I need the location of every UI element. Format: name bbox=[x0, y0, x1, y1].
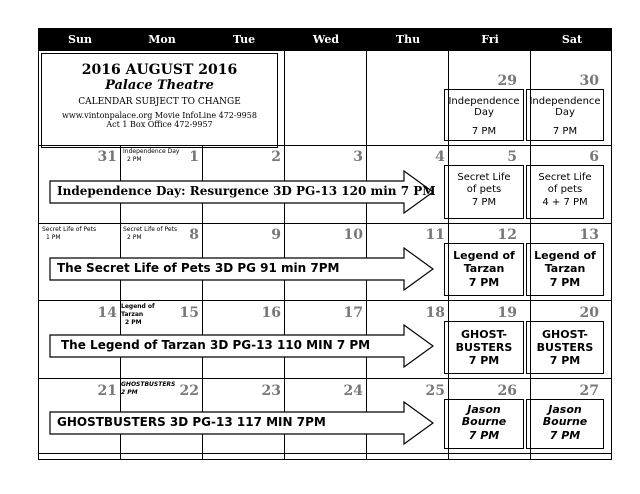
date-17: 17 bbox=[343, 305, 363, 321]
grid-line bbox=[39, 378, 611, 379]
date-20: 20 bbox=[579, 305, 599, 321]
day-thu: Thu bbox=[395, 33, 421, 46]
date-18: 18 bbox=[425, 305, 445, 321]
matinee-note: GHOSTBUSTERS 2 PM bbox=[121, 381, 176, 396]
calendar bbox=[38, 28, 612, 460]
arrow-label: The Secret Life of Pets 3D PG 91 min 7PM bbox=[57, 261, 340, 275]
matinee-note: Independence Day 2 PM bbox=[123, 148, 180, 163]
date-22: 22 bbox=[179, 383, 199, 399]
date-19: 19 bbox=[497, 305, 517, 321]
grid-line bbox=[39, 300, 611, 301]
date-14: 14 bbox=[97, 305, 117, 321]
movie-arrow-legend-of-tarzan bbox=[49, 324, 434, 368]
date-11: 11 bbox=[425, 227, 445, 243]
date-2: 2 bbox=[271, 149, 281, 165]
matinee-note: Secret Life of Pets 2 PM bbox=[123, 226, 178, 241]
date-27: 27 bbox=[579, 383, 599, 399]
day-sat: Sat bbox=[561, 33, 583, 46]
website-infoline: www.vintonpalace.org Movie InfoLine 472-9958 bbox=[62, 111, 257, 120]
date-5: 5 bbox=[507, 149, 517, 165]
weekday-header bbox=[39, 29, 611, 51]
date-24: 24 bbox=[343, 383, 363, 399]
date-29: 29 bbox=[497, 73, 517, 89]
date-12: 12 bbox=[497, 227, 517, 243]
movie-arrow-ghostbusters bbox=[49, 401, 434, 445]
showtime-box: Jason Bourne 7 PM bbox=[444, 399, 524, 449]
showtime-box: Jason Bourne 7 PM bbox=[526, 399, 604, 449]
day-tue: Tue bbox=[232, 33, 256, 46]
date-1: 1 bbox=[189, 149, 199, 165]
matinee-note: Legend of Tarzan 2 PM bbox=[121, 303, 155, 326]
date-16: 16 bbox=[261, 305, 281, 321]
matinee-note: Secret Life of Pets 1 PM bbox=[42, 226, 97, 241]
showtime-box: GHOST-BUSTERS 7 PM bbox=[444, 321, 524, 374]
date-6: 6 bbox=[589, 149, 599, 165]
date-21: 21 bbox=[97, 383, 117, 399]
day-wed: Wed bbox=[312, 33, 340, 46]
day-fri: Fri bbox=[481, 33, 499, 46]
date-8: 8 bbox=[189, 227, 199, 243]
showtime-box: Legend of Tarzan 7 PM bbox=[526, 243, 604, 296]
date-23: 23 bbox=[261, 383, 281, 399]
movie-arrow-secret-life-of-pets bbox=[49, 247, 434, 291]
calendar-info-box bbox=[41, 53, 278, 148]
showtime-box: GHOST-BUSTERS 7 PM bbox=[526, 321, 604, 374]
date-15: 15 bbox=[179, 305, 199, 321]
showtime-box: Secret Life of pets 4 + 7 PM bbox=[526, 165, 604, 219]
calendar-title: 2016 AUGUST 2016 bbox=[81, 62, 238, 78]
grid-line bbox=[39, 453, 611, 454]
date-26: 26 bbox=[497, 383, 517, 399]
date-25: 25 bbox=[425, 383, 445, 399]
calendar-notice: CALENDAR SUBJECT TO CHANGE bbox=[78, 97, 241, 107]
date-9: 9 bbox=[271, 227, 281, 243]
movie-arrow-independence-day bbox=[49, 170, 434, 214]
arrow-label: Independence Day: Resurgence 3D PG-13 120 min 7 PM bbox=[57, 184, 436, 198]
arrow-label: GHOSTBUSTERS 3D PG-13 117 MIN 7PM bbox=[57, 415, 326, 429]
theatre-name: Palace Theatre bbox=[105, 78, 214, 93]
showtime-box: Legend of Tarzan 7 PM bbox=[444, 243, 524, 296]
arrow-label: The Legend of Tarzan 3D PG-13 110 MIN 7 PM bbox=[61, 338, 371, 352]
day-sun: Sun bbox=[68, 33, 92, 46]
showtime-box: Secret Life of pets 7 PM bbox=[444, 165, 524, 219]
showtime-box: Independence Day 7 PM bbox=[444, 89, 524, 141]
date-30: 30 bbox=[579, 73, 599, 89]
date-3: 3 bbox=[353, 149, 363, 165]
grid-line bbox=[39, 223, 611, 224]
date-31: 31 bbox=[97, 149, 117, 165]
box-office: Act 1 Box Office 472-9957 bbox=[106, 120, 213, 129]
date-4: 4 bbox=[435, 149, 445, 165]
date-10: 10 bbox=[343, 227, 363, 243]
showtime-box: Independence Day 7 PM bbox=[526, 89, 604, 141]
day-mon: Mon bbox=[148, 33, 176, 46]
date-13: 13 bbox=[579, 227, 599, 243]
